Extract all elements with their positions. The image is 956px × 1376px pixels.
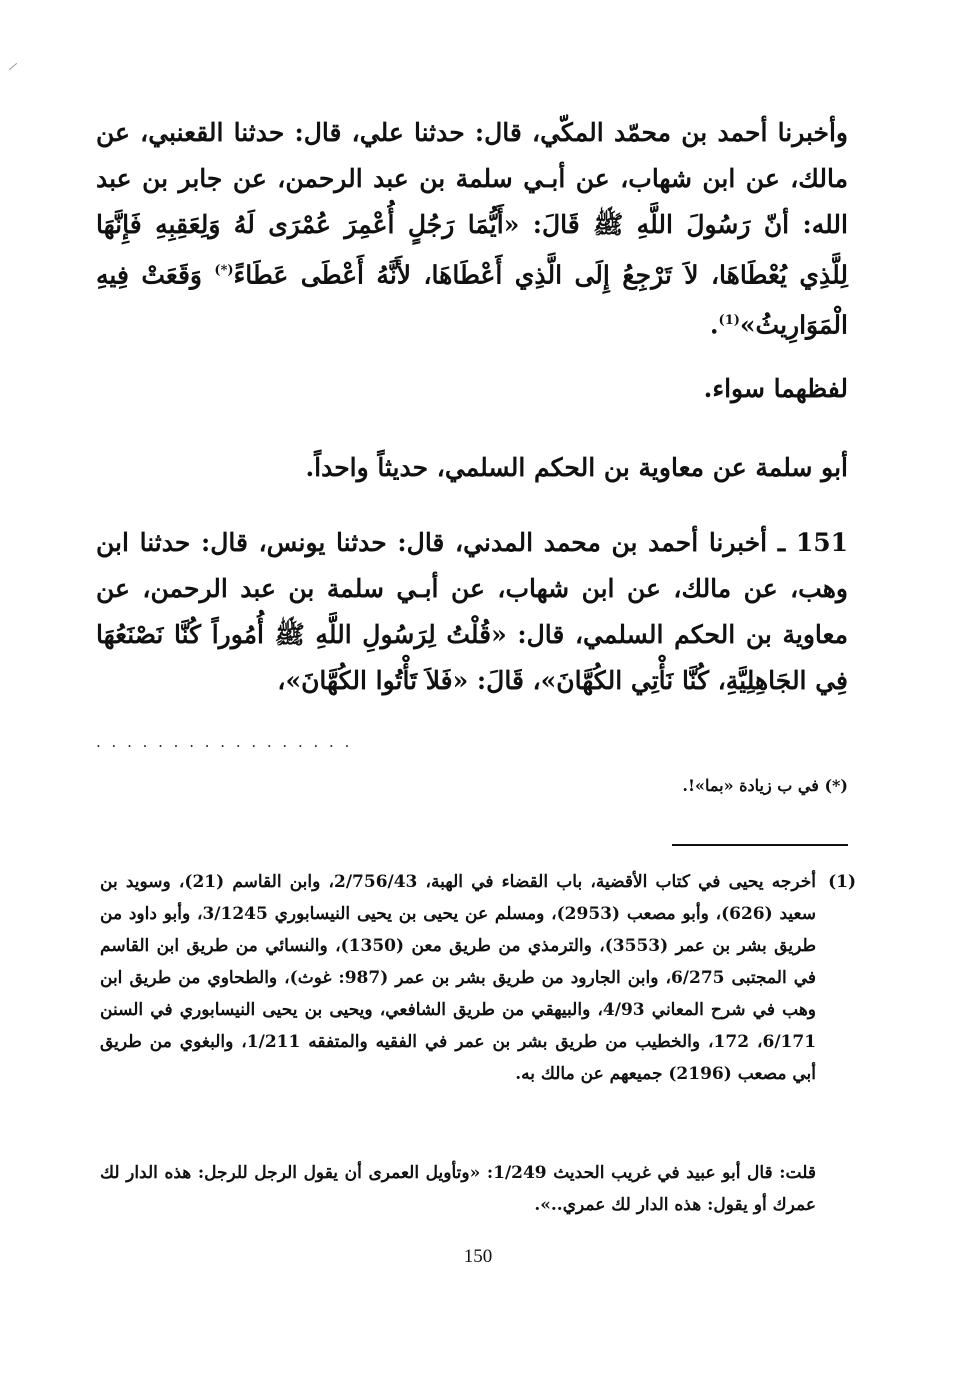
- paragraph-lafzuhuma: [96, 366, 848, 412]
- hadith-paragraph-151: [96, 520, 848, 704]
- footnote-reference: (1): [718, 313, 740, 329]
- footnote-2-body: [100, 1157, 856, 1221]
- footnote-1-text: أخرجه يحيى في كتاب الأقضية، باب القضاء في الهبة، 2/756/43، وابن القاسم (21)، وسويد بن سعيد (626)، وأبو مصعب (2953)، ومسلم عن يحيى بن يحيى النيسابوري 3/1245، وأبو داود من طريق بشر بن عمر (3553)، والترمذي من طريق معن (1350)، والنسائي من طريق ابن القاسم في المجتبى 6/275، وابن الجارود من طريق بشر بن عمر (987: غوث)، والطحاوي من طريق ابن وهب في شرح المعاني 4/93، والبيهقي من طريق الشافعي، ويحيى بن يحيى النيسابوري في السنن 6/171، 172، والخطيب من طريق بشر بن عمر في الفقيه والمتفقه 1/211، والبغوي من طريق أبي مصعب (2196) جميعهم عن مالك به.: [100, 872, 817, 1084]
- footnote-1-label: (1): [828, 872, 856, 892]
- hadith-paragraph-1: [96, 110, 848, 349]
- page-number: 150: [463, 1246, 493, 1267]
- lafzuhuma-text: لفظهما سواء.: [703, 374, 848, 403]
- hadith-number: 151 ـ: [777, 528, 848, 557]
- hadith-1-text: وأخبرنا أحمد بن محمّد المكّي، قال: حدثنا علي، قال: حدثنا القعنبي، عن مالك، عن ابن شهاب، عن أبـي سلمة بن عبد الرحمن، عن جابر بن عبد الله: أنّ رَسُولَ اللَّهِ ﷺ قَالَ: «أَيُّمَا رَجُلٍ أُعْمِرَ عُمْرَى لَهُ وَلِعَقِبِهِ فَإِنَّهَا لِلَّذِي يُعْطَاهَا، لاَ تَرْجِعُ إِلَى الَّذِي أَعْطَاهَا، لأَنَّهُ أَعْطَى عَطَاءً: [96, 118, 849, 290]
- star-footnote: [96, 772, 848, 800]
- footnote-1-body: [100, 866, 856, 1090]
- footnote-divider: [672, 844, 848, 846]
- footnote-1: [100, 866, 856, 1090]
- section-heading-text: أبو سلمة عن معاوية بن الحكم السلمي، حديثاً واحداً.: [305, 453, 848, 482]
- hadith-1-end: .: [709, 310, 719, 340]
- footnote-2-text: قلت: قال أبو عبيد في غريب الحديث 1/249: «وتأويل العمرى أن يقول الرجل للرجل: هذه الدار لك عمرك أو يقول: هذه الدار لك عمري..».: [100, 1163, 816, 1215]
- separator-dots: · · · · · · · · · · · · · · · · ·: [96, 737, 353, 755]
- hadith-151-text: أخبرنا أحمد بن محمد المدني، قال: حدثنا يونس، قال: حدثنا ابن وهب، عن مالك، عن ابن شهاب، عن أبـي سلمة بن عبد الرحمن، عن معاوية بن الحكم السلمي، قال: «قُلْتُ لِرَسُولِ اللَّهِ ﷺ أُمُوراً كُنَّا نَصْنَعُهَا فِي الجَاهِلِيَّةِ، كُنَّا نَأْتِي الكُهَّانَ»، قَالَ: «فَلاَ تَأْتُوا الكُهَّانَ»،: [96, 528, 848, 695]
- star-reference: (*): [214, 263, 234, 278]
- hadith-1-tail: وَقَعَتْ فِيهِ الْمَوَارِيثُ»: [96, 260, 848, 340]
- section-heading: [96, 445, 848, 491]
- footnote-2: [100, 1157, 856, 1221]
- scan-mark: [9, 63, 17, 70]
- star-footnote-text: (*) في ب زيادة «بما»!.: [682, 776, 848, 795]
